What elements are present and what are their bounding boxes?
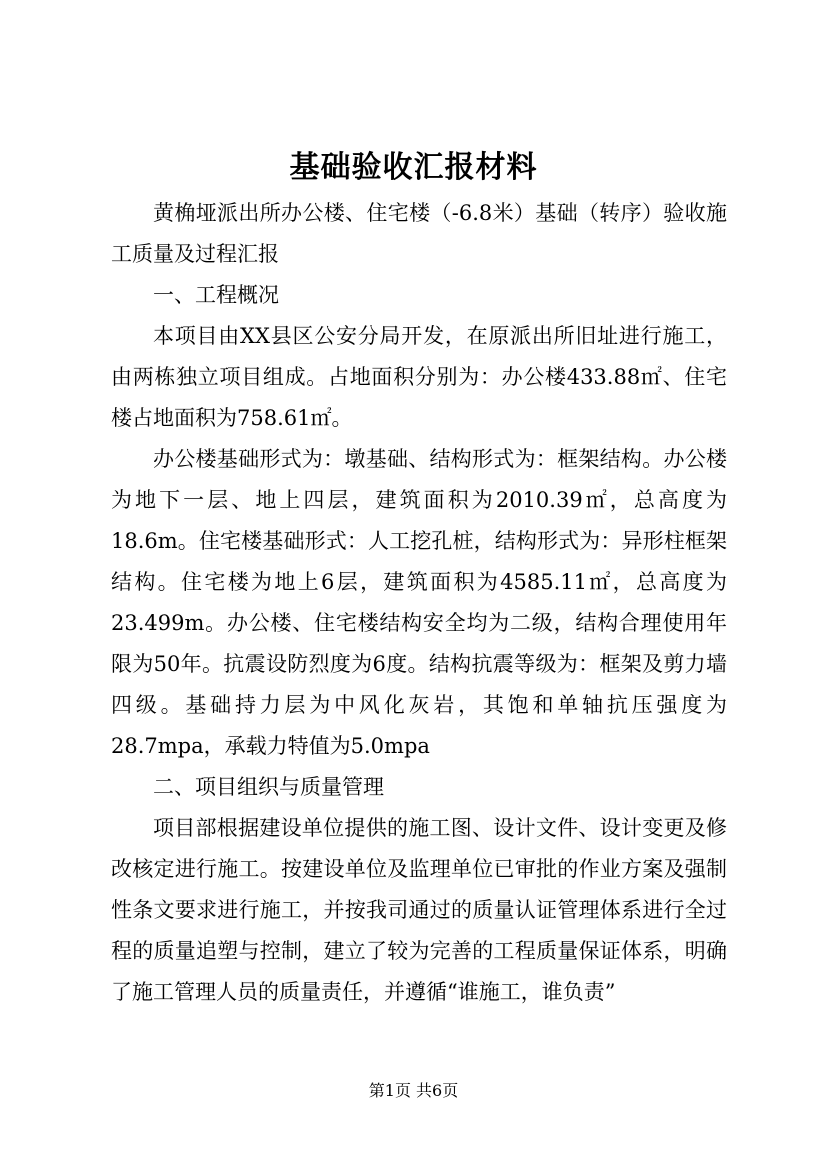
- organization-paragraph: 项目部根据建设单位提供的施工图、设计文件、设计变更及修改核定进行施工。按建设单位及监理单位已审批的作业方案及强制性条文要求进行施工，并按我司通过的质量认证管理体系进行全过程的质量追塑与控制，建立了较为完善的工程质量保证体系，明确了施工管理人员的质量责任，并遵循“谁施工，谁负责”: [111, 816, 727, 1004]
- document-title: 基础验收汇报材料: [289, 150, 538, 185]
- document-body: [111, 193, 727, 1013]
- section-heading-overview: 一、工程概况: [153, 283, 279, 307]
- overview-paragraph-2: 办公楼基础形式为：墩基础、结构形式为：框架结构。办公楼为地下一层、地上四层，建筑面积为2010.39㎡，总高度为18.6m。住宅楼基础形式：人工挖孔桩，结构形式为：异形柱框架结构。住宅楼为地上6层，建筑面积为4585.11㎡，总高度为23.499m。办公楼、住宅楼结构安全均为二级，结构合理使用年限为50年。抗震设防烈度为6度。结构抗震等级为：框架及剪力墙四级。基础持力层为中风化灰岩，其饱和单轴抗压强度为28.7mpa，承载力特值为5.0mpa: [111, 447, 727, 758]
- overview-paragraph-1: 本项目由XX县区公安分局开发，在原派出所旧址进行施工，由两栋独立项目组成。占地面积分别为：办公楼433.88㎡、住宅楼占地面积为758.61㎡。: [111, 324, 727, 430]
- subtitle-paragraph: 黄桷垭派出所办公楼、住宅楼（-6.8米）基础（转序）验收施工质量及过程汇报: [111, 201, 727, 266]
- page-number-footer: 第1页 共6页: [368, 1081, 459, 1100]
- section-heading-organization: 二、项目组织与质量管理: [153, 775, 384, 799]
